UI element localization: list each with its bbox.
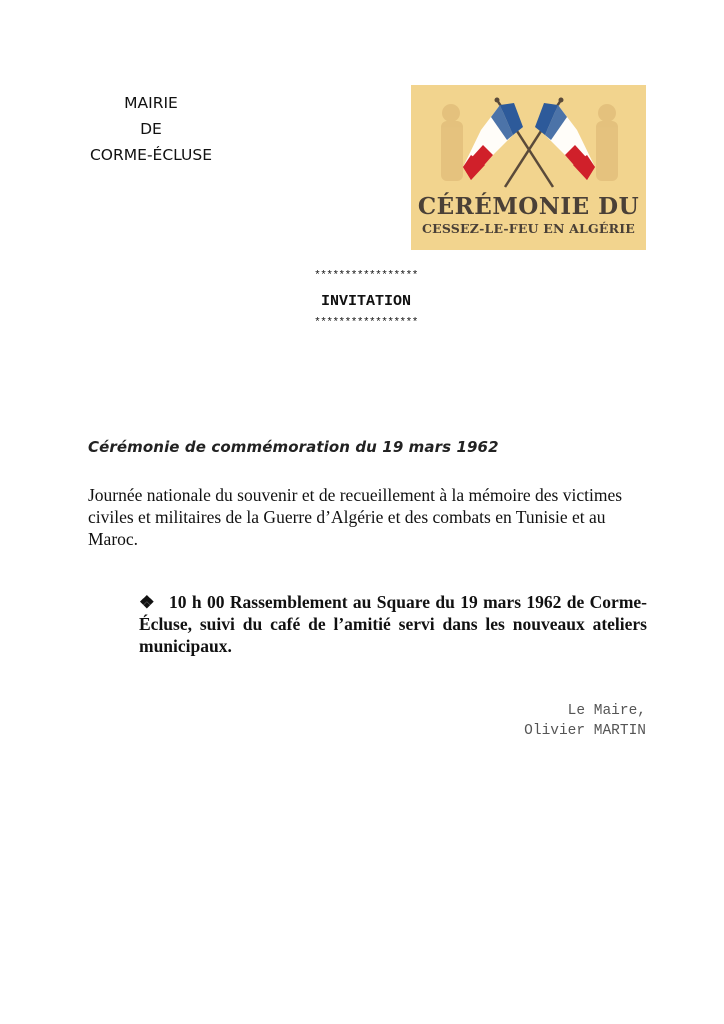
stars-divider-bottom: *****************	[314, 317, 418, 329]
mairie-line-3: CORME-ÉCLUSE	[89, 146, 212, 164]
mairie-line-1: MAIRIE	[124, 94, 178, 112]
program-item-text: 10 h 00 Rassemblement au Square du 19 mars 1962 de Corme-Écluse, suivi du café de l’amitié servi dans les nouveaux ateliers municipaux.	[139, 592, 647, 656]
mairie-header	[86, 90, 216, 168]
signature-role: Le Maire,	[567, 703, 646, 719]
ceremony-heading: Cérémonie de commémoration du 19 mars 1962	[88, 438, 499, 456]
intro-paragraph: Journée nationale du souvenir et de recueillement à la mémoire des victimes civiles et militaires de la Guerre d’Algérie et des combats en Tunisie et au Maroc.	[88, 485, 623, 549]
diamond-bullet-icon: ❖	[139, 592, 155, 612]
banner-title: CÉRÉMONIE DU	[417, 193, 640, 220]
mairie-line-2: DE	[140, 120, 162, 138]
stars-divider-top: *****************	[314, 270, 418, 282]
invitation-title: INVITATION	[320, 293, 411, 310]
ceremony-banner	[411, 85, 646, 250]
signature-name: Olivier MARTIN	[524, 723, 646, 739]
banner-subtitle: CESSEZ-LE-FEU EN ALGÉRIE	[421, 221, 636, 236]
program-item	[139, 591, 647, 657]
